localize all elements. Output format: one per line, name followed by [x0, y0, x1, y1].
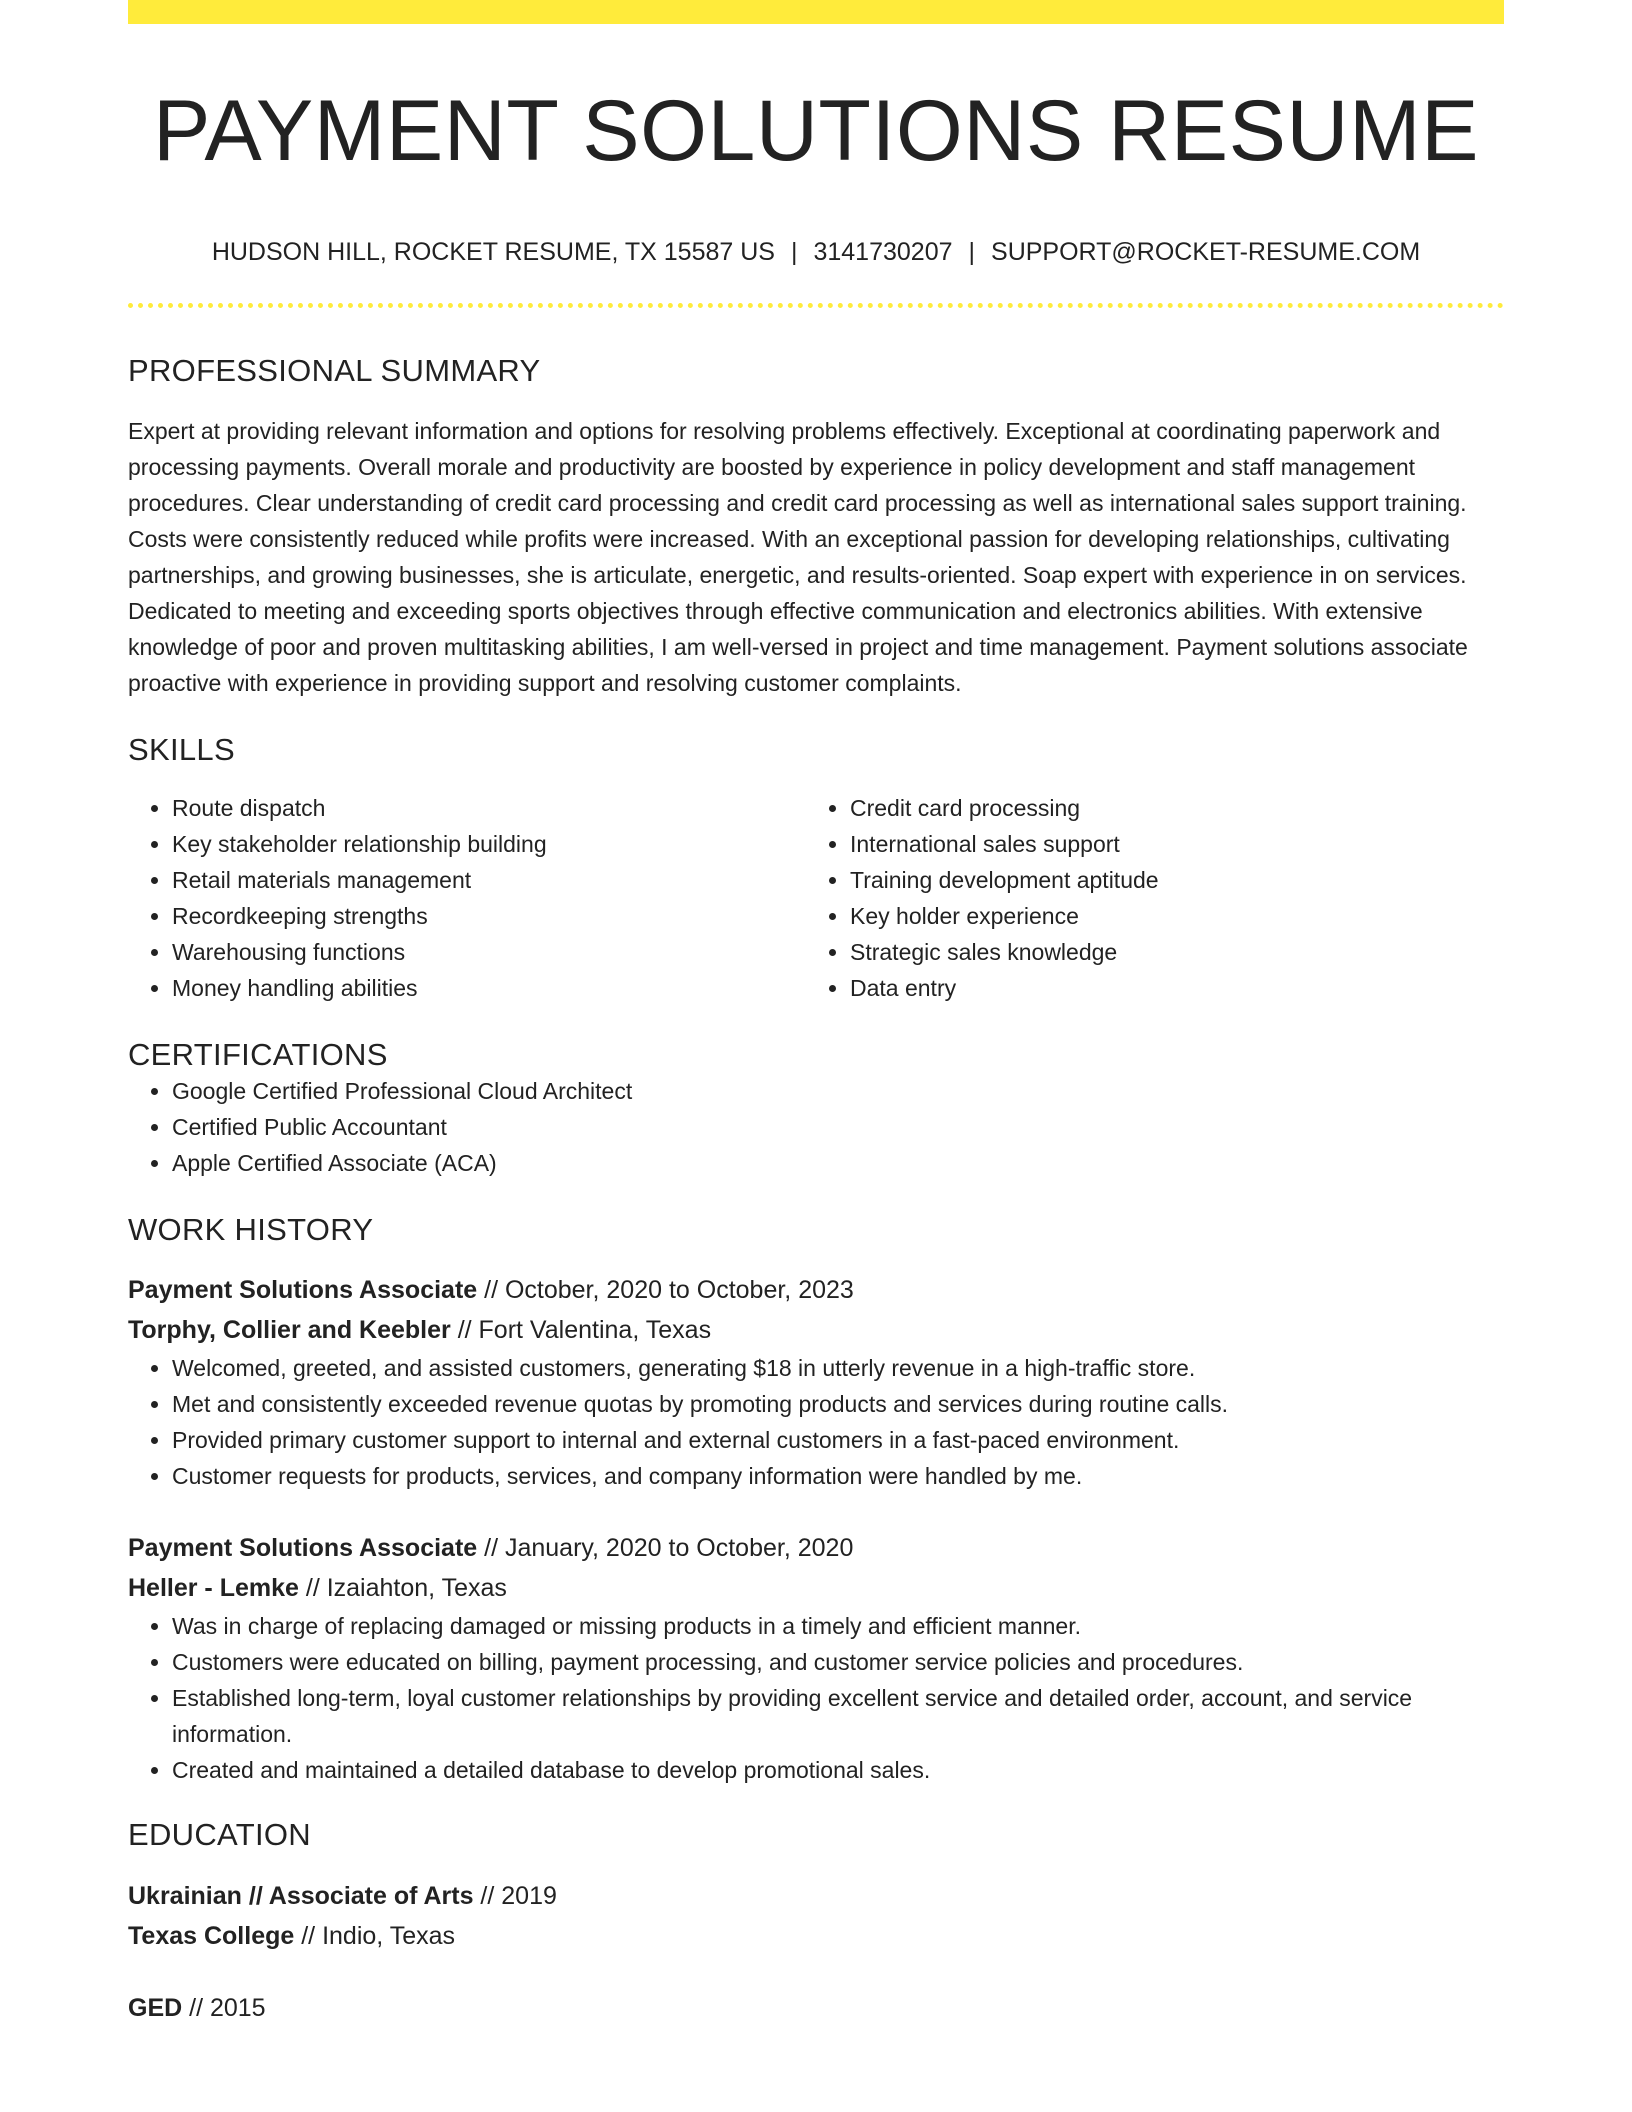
education-degree: GED [128, 1993, 183, 2022]
education-degree-line [128, 1988, 1504, 2028]
job-bullet: • Customers were educated on billing, payment processing, and customer service policies and procedures. [172, 1644, 1504, 1680]
job-bullets [128, 1350, 1504, 1494]
job-bullet: • Welcomed, greeted, and assisted customers, generating $18 in utterly revenue in a high-traffic store. [172, 1350, 1504, 1386]
education-degree-line [128, 1876, 1504, 1916]
education-year: // 2019 [473, 1881, 557, 1910]
job-bullet: • Customer requests for products, services, and company information were handled by me. [172, 1458, 1504, 1494]
summary-heading: PROFESSIONAL SUMMARY [128, 352, 541, 388]
work-history-heading: WORK HISTORY [128, 1212, 374, 1248]
job-location: // Fort Valentina, Texas [450, 1316, 712, 1345]
education-heading: EDUCATION [128, 1817, 311, 1853]
skill-item: • Strategic sales knowledge [850, 934, 1484, 970]
job-bullets [128, 1608, 1504, 1788]
job-dates: // January, 2020 to October, 2020 [477, 1534, 854, 1563]
skill-item: • Data entry [850, 970, 1484, 1006]
skill-item: • Retail materials management [172, 862, 806, 898]
job-company: Torphy, Collier and Keebler [128, 1316, 451, 1345]
job-entry [128, 1270, 1504, 1494]
job-bullet: • Established long-term, loyal customer relationships by providing excellent service and detailed order, account, and service information. [172, 1680, 1504, 1752]
skill-item: • Key holder experience [850, 898, 1484, 934]
summary-text: Expert at providing relevant information and options for resolving problems effectively. Exceptional at coordinating paperwork and processing payments. Overall morale and productivity are boosted by experience in policy development and staff management procedures. Clear understanding of credit card processing and credit card processing as well as international sales support training. Costs were consistently reduced while profits were increased. With an exceptional passion for developing relationships, cultivating partnerships, and growing businesses, she is articulate, energetic, and results-oriented. Soap expert with experience in on services. Dedicated to meeting and exceeding sports objectives through effective communication and electronics abilities. With extensive knowledge of poor and proven multitasking abilities, I am well-versed in project and time management. Payment solutions associate proactive with experience in providing support and resolving customer complaints. [128, 417, 1468, 696]
certifications-heading: CERTIFICATIONS [128, 1036, 388, 1072]
job-dates: // October, 2020 to October, 2023 [477, 1276, 854, 1305]
top-accent-bar [128, 0, 1504, 24]
skills-list-right [806, 790, 1484, 1006]
education-degree: Ukrainian // Associate of Arts [128, 1881, 474, 1910]
contact-email: SUPPORT@ROCKET-RESUME.COM [991, 237, 1421, 266]
skills-heading: SKILLS [128, 731, 235, 767]
skills-columns [128, 790, 1504, 1006]
certification-item: • Apple Certified Associate (ACA) [172, 1145, 1504, 1181]
education-school-line [128, 1916, 1504, 1956]
education-entry [128, 1876, 1504, 1956]
job-bullet: • Created and maintained a detailed database to develop promotional sales. [172, 1752, 1504, 1788]
job-location: // Izaiahton, Texas [298, 1574, 507, 1603]
job-bullet: • Provided primary customer support to internal and external customers in a fast-paced environment. [172, 1422, 1504, 1458]
resume-page [128, 0, 1504, 2028]
education-school: Texas College [128, 1921, 295, 1950]
certification-item: • Google Certified Professional Cloud Architect [172, 1073, 1504, 1109]
contact-separator: | [968, 237, 976, 266]
skill-item: • Money handling abilities [172, 970, 806, 1006]
header-divider [128, 303, 1504, 308]
skill-item: • Credit card processing [850, 790, 1484, 826]
job-company-line [128, 1568, 1504, 1608]
skill-item: • International sales support [850, 826, 1484, 862]
contact-address: HUDSON HILL, ROCKET RESUME, TX 15587 US [211, 237, 775, 266]
job-company-line [128, 1310, 1504, 1350]
job-bullet: • Met and consistently exceeded revenue quotas by promoting products and services during routine calls. [172, 1386, 1504, 1422]
skill-item: • Warehousing functions [172, 934, 806, 970]
contact-phone: 3141730207 [813, 237, 953, 266]
certifications-list [128, 1073, 1504, 1181]
skill-item: • Training development aptitude [850, 862, 1484, 898]
education-year: // 2015 [182, 1993, 266, 2022]
job-role: Payment Solutions Associate [128, 1534, 478, 1563]
contact-line [128, 237, 1504, 267]
job-company: Heller - Lemke [128, 1574, 299, 1603]
education-location: // Indio, Texas [294, 1921, 456, 1950]
certification-item: • Certified Public Accountant [172, 1109, 1504, 1145]
job-title-line [128, 1528, 1504, 1568]
skill-item: • Key stakeholder relationship building [172, 826, 806, 862]
job-role: Payment Solutions Associate [128, 1276, 478, 1305]
job-bullet: • Was in charge of replacing damaged or missing products in a timely and efficient manner. [172, 1608, 1504, 1644]
resume-title: PAYMENT SOLUTIONS RESUME [152, 83, 1480, 179]
contact-separator: | [790, 237, 798, 266]
skills-list-left [128, 790, 806, 1006]
job-entry [128, 1528, 1504, 1788]
skill-item: • Recordkeeping strengths [172, 898, 806, 934]
job-title-line [128, 1270, 1504, 1310]
education-entry [128, 1988, 1504, 2028]
skill-item: • Route dispatch [172, 790, 806, 826]
